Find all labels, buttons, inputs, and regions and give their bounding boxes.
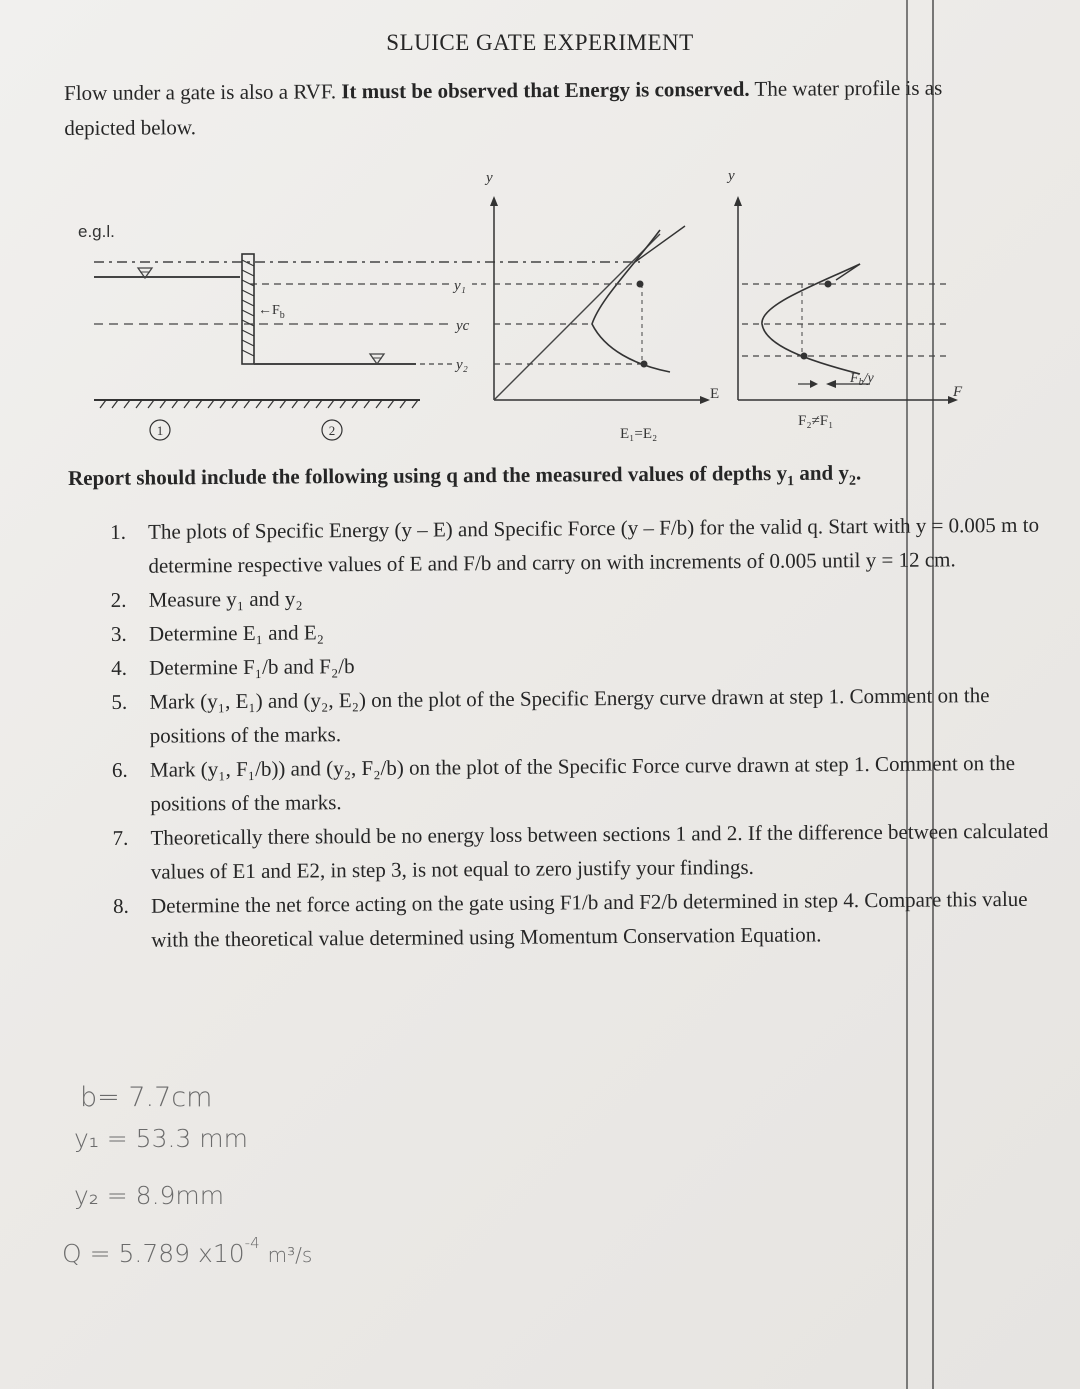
handwritten-y1-value: y₁ = 53.3 mm	[74, 1124, 248, 1153]
handwritten-b-value: b= 7.7cm	[80, 1082, 213, 1113]
energy-plot-y-label: y	[486, 170, 493, 186]
document-title: SLUICE GATE EXPERIMENT	[386, 30, 694, 55]
list-item: 7. Theoretically there should be no energy loss between sections 1 and 2. If the difference between calculated values of E1 and E2, in step 3, is not equal to zero justify your findings.	[112, 818, 1049, 884]
list-item: 2. Measure y₁ and y₂	[110, 586, 303, 612]
y2-label: y₂	[456, 357, 468, 373]
svg-text:2: 2	[328, 423, 336, 438]
force-plot-y-label: y	[728, 168, 735, 184]
intro-part-3: The water profile is as depicted below.	[64, 75, 943, 140]
egl-label: e.g.l.	[78, 222, 115, 241]
list-item: 4. Determine F₁/b and F₂/b	[111, 654, 355, 680]
intro-bold-statement: It must be observed that Energy is conserved.	[341, 76, 750, 104]
gate-force-label: $\leftarrow F_b$	[258, 303, 285, 321]
list-item: 6. Mark (y₁, F₁/b)) and (y₂, F₂/b) on the plot of the Specific Force curve drawn at step 1. Comment on the positions of the marks.	[111, 750, 1016, 816]
report-instruction: Report should include the following using q and the measured values of depths $y_1$ and $y_2$.	[68, 460, 862, 490]
y1-label: y₁	[454, 278, 466, 294]
f2-not-equal-f1-label: F₂≠F₁	[798, 413, 834, 429]
list-item: 1. The plots of Specific Energy (y – E) and Specific Force (y – F/b) for the valid q. Start with y = 0.005 m to determine respective values of E and F/b and carry on with increments of 0.005 until y = 12 cm.	[110, 512, 1040, 578]
handwritten-y2-value: y₂ = 8.9mm	[74, 1181, 225, 1210]
e1-equals-e2-label: E₁=E₂	[620, 426, 658, 442]
list-item: 8. Determine the net force acting on the gate using F1/b and F2/b determined in step 4. Compare this value with the theoretical value determined using Momentum Conservation Equation.	[112, 886, 1028, 952]
list-item: 3. Determine E₁ and E₂	[110, 620, 325, 646]
svg-text:1: 1	[156, 423, 164, 438]
f-axis-label: F	[953, 384, 963, 400]
intro-part-1: Flow under a gate is also a RVF.	[64, 79, 342, 105]
fb-over-y-label: $F_b/y$	[850, 371, 874, 388]
yc-label: yc	[456, 318, 470, 334]
list-item: 5. Mark (y₁, E₁) and (y₂, E₂) on the plot of the Specific Energy curve drawn at step 1. Comment on the positions of the marks.	[111, 683, 990, 748]
e-axis-label: E	[710, 386, 720, 402]
handwritten-q-value: Q = 5.789 $x10^{-4}$ $_{m^3/s}$	[62, 1234, 313, 1268]
